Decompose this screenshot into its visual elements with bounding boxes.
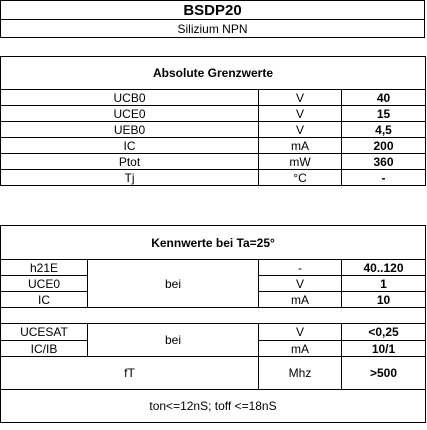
- value-cell: 40: [342, 90, 426, 106]
- value-cell: -: [342, 170, 426, 186]
- unit-cell: mA: [259, 341, 342, 357]
- table-row: [1, 138, 426, 154]
- value-cell: 10/1: [342, 341, 426, 357]
- table-row: [1, 122, 426, 138]
- param-cell: UCESAT: [1, 324, 88, 341]
- value-cell: 4,5: [342, 122, 426, 138]
- value-cell: 200: [342, 138, 426, 154]
- table-row: [1, 324, 426, 341]
- condition-cell: bei: [88, 324, 259, 357]
- unit-cell: V: [259, 324, 342, 341]
- param-cell: IC: [1, 138, 259, 154]
- unit-cell: -: [259, 260, 342, 276]
- param-cell: UCE0: [1, 106, 259, 122]
- value-cell: <0,25: [342, 324, 426, 341]
- table-row: [1, 357, 426, 390]
- unit-cell: V: [259, 276, 342, 292]
- part-subtitle: Silizium NPN: [1, 20, 425, 38]
- value-cell: 10: [342, 292, 426, 308]
- value-cell: 40..120: [342, 260, 426, 276]
- value-cell: 1: [342, 276, 426, 292]
- absolute-ratings-table: [0, 56, 426, 186]
- param-cell: Ptot: [1, 154, 259, 170]
- table-row: [1, 90, 426, 106]
- unit-cell: V: [259, 106, 342, 122]
- value-cell: 15: [342, 106, 426, 122]
- ft-value-cell: >500: [342, 357, 426, 390]
- unit-cell: mW: [259, 154, 342, 170]
- spacer-row: [1, 308, 426, 324]
- unit-cell: V: [259, 90, 342, 106]
- spacer-cell: [1, 308, 426, 324]
- param-cell: UCE0: [1, 276, 88, 292]
- param-cell: IC: [1, 292, 88, 308]
- param-cell: Tj: [1, 170, 259, 186]
- param-cell: UEB0: [1, 122, 259, 138]
- table-row: [1, 260, 426, 276]
- param-cell: IC/IB: [1, 341, 88, 357]
- table-row: [1, 106, 426, 122]
- table-row: [1, 154, 426, 170]
- characteristics-table: [0, 225, 426, 423]
- unit-cell: V: [259, 122, 342, 138]
- table-row: [1, 170, 426, 186]
- unit-cell: °C: [259, 170, 342, 186]
- param-cell: UCB0: [1, 90, 259, 106]
- part-title: BSDP20: [1, 1, 425, 20]
- condition-cell: bei: [88, 260, 259, 308]
- value-cell: 360: [342, 154, 426, 170]
- characteristics-heading: Kennwerte bei Ta=25°: [1, 226, 426, 260]
- unit-cell: mA: [259, 292, 342, 308]
- header-table: [0, 0, 425, 38]
- switching-times-note: ton<=12nS; toff <=18nS: [1, 390, 426, 423]
- unit-cell: mA: [259, 138, 342, 154]
- ft-param-cell: fT: [1, 357, 259, 390]
- absolute-heading: Absolute Grenzwerte: [1, 57, 426, 90]
- param-cell: h21E: [1, 260, 88, 276]
- ft-unit-cell: Mhz: [259, 357, 342, 390]
